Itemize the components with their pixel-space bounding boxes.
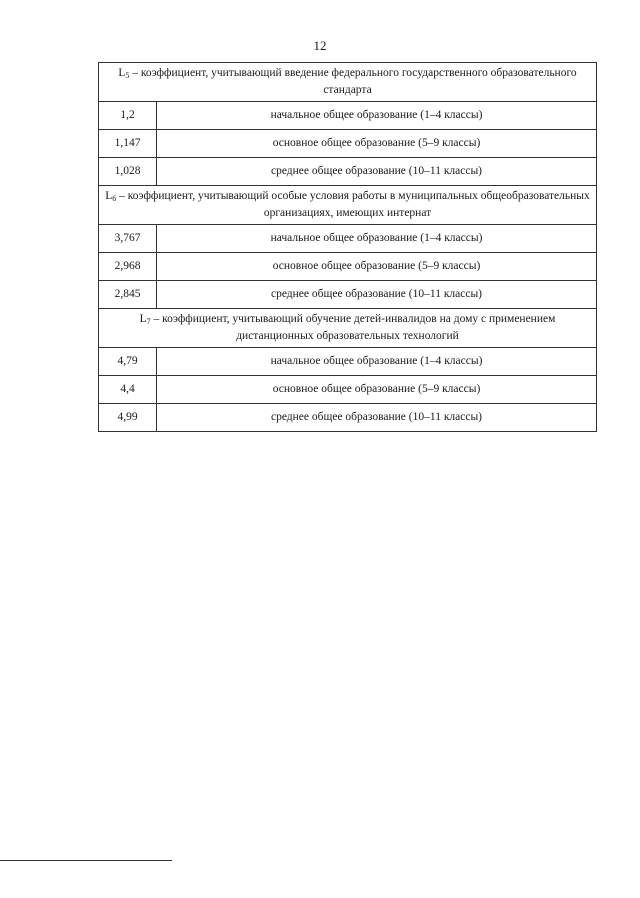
coefficient-value: 4,4 [99,376,157,404]
coefficient-symbol: L [118,67,126,79]
section-header-row [99,63,597,102]
table-row [99,158,597,186]
section-header-l5 [99,63,597,102]
coefficient-value: 1,147 [99,130,157,158]
table-row [99,348,597,376]
coefficient-symbol: L [139,313,147,325]
page-number: 12 [313,38,327,53]
table-row [99,102,597,130]
coefficient-value: 1,028 [99,158,157,186]
education-level-label: среднее общее образование (10–11 классы) [157,281,597,309]
section-title: – коэффициент, учитывающий введение федерального государственного образовательного стандарта [129,67,577,96]
coefficient-value: 2,845 [99,281,157,309]
coefficient-subscript: 7 [146,317,151,326]
coefficient-subscript: 5 [125,71,130,80]
coefficient-subscript: 6 [112,194,117,203]
table-row [99,130,597,158]
coefficient-value: 3,767 [99,225,157,253]
coefficients-table [98,62,597,432]
education-level-label: начальное общее образование (1–4 классы) [157,348,597,376]
education-level-label: начальное общее образование (1–4 классы) [157,102,597,130]
section-header-l7 [99,309,597,348]
table-row [99,376,597,404]
coefficient-value: 2,968 [99,253,157,281]
footnote-separator [0,860,172,861]
education-level-label: начальное общее образование (1–4 классы) [157,225,597,253]
table-row [99,253,597,281]
education-level-label: основное общее образование (5–9 классы) [157,253,597,281]
section-header-l6 [99,186,597,225]
table-row [99,225,597,253]
coefficient-symbol: L [105,190,113,202]
table-row [99,404,597,432]
coefficient-value: 1,2 [99,102,157,130]
section-header-row [99,186,597,225]
coefficient-value: 4,99 [99,404,157,432]
section-title: – коэффициент, учитывающий особые условия работы в муниципальных общеобразовательных организациях, имеющих интернат [116,190,590,219]
coefficient-value: 4,79 [99,348,157,376]
education-level-label: среднее общее образование (10–11 классы) [157,404,597,432]
education-level-label: среднее общее образование (10–11 классы) [157,158,597,186]
section-header-row [99,309,597,348]
table-row [99,281,597,309]
education-level-label: основное общее образование (5–9 классы) [157,376,597,404]
section-title: – коэффициент, учитывающий обучение детей-инвалидов на дому с применением дистанционных образовательных технологий [150,313,556,342]
education-level-label: основное общее образование (5–9 классы) [157,130,597,158]
